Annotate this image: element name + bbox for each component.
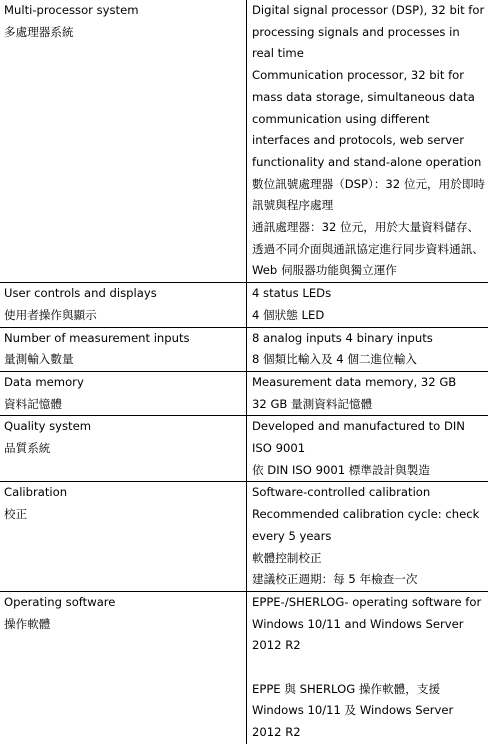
row-value <box>247 371 488 415</box>
label-en: Calibration <box>4 485 68 500</box>
value-line: 依 DIN ISO 9001 標準設計與製造 <box>252 462 430 477</box>
row-label <box>0 416 247 482</box>
row-label <box>0 0 247 283</box>
label-zh: 資料記憶體 <box>4 396 62 411</box>
table-row <box>0 283 488 327</box>
label-zh: 使用者操作與顯示 <box>4 307 97 322</box>
row-value <box>247 283 488 327</box>
value-line: Communication processor, 32 bit for mass data storage, simultaneous data communication using different interfaces and protocols, web server functionality and stand-alone operation <box>252 68 482 169</box>
label-en: Number of measurement inputs <box>4 330 190 345</box>
row-label <box>0 371 247 415</box>
value-line: 數位訊號處理器（DSP）：32 位元，用於即時訊號與程序處理 <box>252 176 486 213</box>
label-zh: 量測輸入數量 <box>4 352 74 367</box>
label-en: Quality system <box>4 419 92 434</box>
table-row <box>0 482 488 592</box>
blank-line <box>252 657 485 679</box>
table-row <box>0 371 488 415</box>
value-line: 建議校正週期：每 5 年檢查一次 <box>252 572 418 587</box>
value-line: Recommended calibration cycle: check every 5 years <box>252 507 480 543</box>
label-en: Multi-processor system <box>4 3 139 17</box>
value-line: EPPE-/SHERLOG- operating software for Windows 10/11 and Windows Server 2012 R2 <box>252 594 482 653</box>
value-line: Software-controlled calibration <box>252 485 431 500</box>
label-zh: 品質系統 <box>4 441 51 456</box>
row-value <box>247 416 488 482</box>
value-line: 通訊處理器：32 位元，用於大量資料儲存、透過不同介面與通訊協定進行同步資料通訊、Web 伺服器功能與獨立運作 <box>252 220 484 278</box>
table-row <box>0 416 488 482</box>
row-value <box>247 591 488 743</box>
value-line: 軟體控制校正 <box>252 550 322 565</box>
label-zh: 操作軟體 <box>4 616 51 631</box>
value-line: 4 個狀態 LED <box>252 307 325 322</box>
row-label <box>0 482 247 592</box>
value-line: Measurement data memory, 32 GB <box>252 374 457 389</box>
row-value <box>247 482 488 592</box>
row-label <box>0 591 247 743</box>
value-line: Developed and manufactured to DIN ISO 9001 <box>252 419 465 456</box>
row-value <box>247 0 488 283</box>
value-line: EPPE 與 SHERLOG 操作軟體，支援 Windows 10/11 及 Windows Server 2012 R2 <box>252 681 454 740</box>
row-label <box>0 283 247 327</box>
value-line: 32 GB 量測資料記憶體 <box>252 396 373 411</box>
value-line: Digital signal processor (DSP), 32 bit for processing signals and processes in real time <box>252 3 485 61</box>
value-line: 8 analog inputs 4 binary inputs <box>252 330 433 345</box>
table-row <box>0 327 488 371</box>
label-en: Data memory <box>4 374 84 389</box>
label-en: User controls and displays <box>4 286 157 301</box>
row-value <box>247 327 488 371</box>
label-zh: 校正 <box>4 507 28 522</box>
value-line: 4 status LEDs <box>252 286 332 301</box>
row-label <box>0 327 247 371</box>
table-row <box>0 0 488 283</box>
value-line: 8 個類比輸入及 4 個二進位輸入 <box>252 352 417 367</box>
table-row <box>0 591 488 743</box>
label-zh: 多處理器系統 <box>4 24 74 39</box>
label-en: Operating software <box>4 594 116 609</box>
